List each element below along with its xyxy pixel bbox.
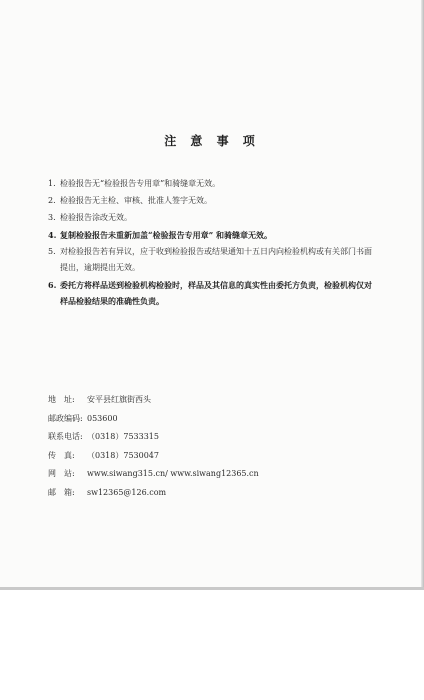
- notice-text: 对检验报告若有异议，应于收到检验报告或结果通知十五日内向检验机构或有关部门书面提出，逾期提出无效。: [60, 247, 372, 272]
- phone-label: 联系电话:: [48, 432, 83, 441]
- phone-row: [48, 428, 378, 447]
- notice-number: 5.: [48, 247, 56, 256]
- notice-text: 复制检验报告未重新加盖“检验报告专用章” 和骑缝章无效。: [60, 230, 272, 240]
- address-row: [48, 391, 378, 410]
- notice-text: 委托方将样品送到检验机构检验时，样品及其信息的真实性由委托方负责，检验机构仅对样品检验结果的准确性负责。: [60, 280, 372, 306]
- notice-number: 2.: [48, 196, 56, 205]
- page-bottom-edge: [0, 587, 424, 590]
- notice-item-5: [48, 244, 378, 276]
- phone-value: （0318）7533315: [87, 432, 159, 441]
- notice-text: 检验报告无“检验报告专用章”和骑缝章无效。: [60, 179, 221, 188]
- postcode-row: [48, 410, 378, 429]
- website-label: 网 站:: [48, 469, 75, 478]
- notice-item-3: [48, 210, 378, 226]
- postcode-label: 邮政编码:: [48, 413, 83, 423]
- contact-info: [48, 391, 378, 502]
- page-title: 注 意 事 项: [164, 134, 260, 148]
- notice-item-6: [48, 277, 378, 309]
- notice-number: 4.: [48, 230, 57, 240]
- notice-item-2: [48, 193, 378, 209]
- fax-value: （0318）7530047: [87, 450, 159, 460]
- notice-text: 检验报告涂改无效。: [60, 213, 132, 222]
- email-value: sw12365@126.com: [87, 487, 167, 497]
- notice-text: 检验报告无主检、审核、批准人签字无效。: [60, 196, 212, 205]
- postcode-value: 053600: [87, 413, 118, 423]
- fax-row: [48, 447, 378, 466]
- notice-list: [48, 176, 378, 310]
- website-row: [48, 465, 378, 484]
- email-label: 邮 箱:: [48, 487, 75, 497]
- address-label: 地 址:: [48, 395, 75, 404]
- address-value: 安平县红旗街西头: [87, 395, 151, 404]
- notice-number: 6.: [48, 280, 57, 290]
- notice-item-1: [48, 176, 378, 192]
- notice-number: 3.: [48, 213, 56, 222]
- email-row: [48, 484, 378, 503]
- website-value: www.siwang315.cn/ www.siwang12365.cn: [87, 469, 259, 478]
- notice-item-4: [48, 227, 378, 243]
- notice-number: 1.: [48, 179, 56, 188]
- fax-label: 传 真:: [48, 450, 75, 460]
